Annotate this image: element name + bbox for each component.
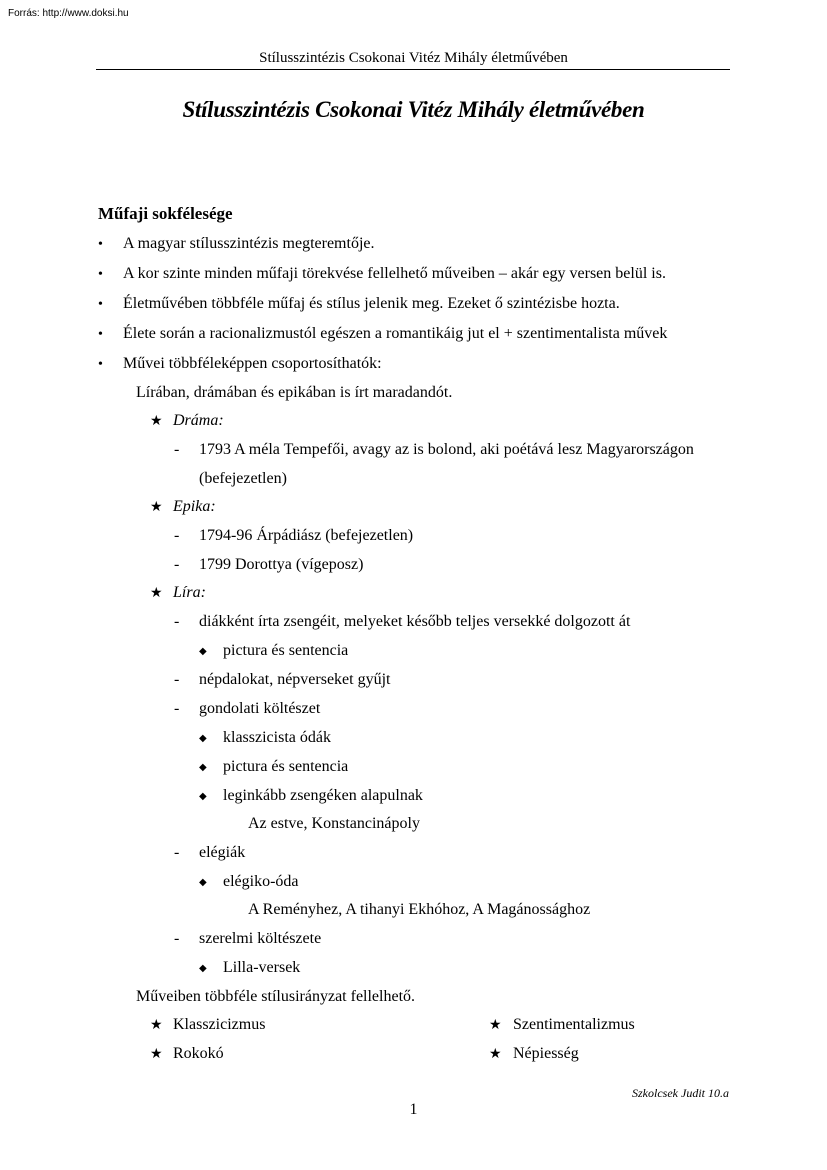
bullet-icon: • (98, 237, 103, 252)
dash-icon: - (174, 613, 180, 630)
source-label: Forrás: http://www.doksi.hu (8, 8, 129, 19)
section-heading: Műfaji sokfélesége (98, 204, 233, 223)
lira-label: Líra: (173, 584, 206, 601)
epika-item: 1799 Dorottya (vígeposz) (199, 556, 364, 573)
lira-subitem: pictura és sentencia (223, 642, 349, 659)
bullet-item: Életművében többféle műfaj és stílus jelenik meg. Ezeket ő szintézisbe hozta. (123, 295, 620, 312)
lira-examples: A Reményhez, A tihanyi Ekhóhoz, A Magánossághoz (248, 901, 591, 918)
bullet-item: A kor szinte minden műfaji törekvése fellelhető műveiben – akár egy versen belül is. (123, 265, 666, 282)
style-item: Rokokó (173, 1045, 224, 1062)
header-rule (96, 69, 730, 70)
lira-subitem: leginkább zsengéken alapulnak (223, 787, 423, 804)
bullet-item: A magyar stílusszintézis megteremtője. (123, 235, 375, 252)
drama-item: 1793 A méla Tempefői, avagy az is bolond, aki poétává lesz Magyarországon (199, 441, 694, 458)
document-title: Stílusszintézis Csokonai Vitéz Mihály életművében (182, 97, 645, 122)
epika-label: Epika: (173, 498, 216, 515)
dash-icon: - (174, 527, 180, 544)
bullet-item: Művei többféleképpen csoportosíthatók: (123, 355, 382, 372)
drama-label: Dráma: (173, 412, 224, 429)
lira-subitem: elégiko-óda (223, 873, 299, 890)
running-header: Stílusszintézis Csokonai Vitéz Mihály életművében (259, 50, 568, 66)
styles-intro: Műveiben többféle stílusirányzat fellelhető. (136, 988, 416, 1005)
footer-author: Szkolcsek Judit 10.a (632, 1086, 729, 1100)
dash-icon: - (174, 844, 180, 861)
lira-item: népdalokat, népverseket gyűjt (199, 671, 391, 688)
lira-subitem: Lilla-versek (223, 959, 301, 976)
dash-icon: - (174, 441, 180, 458)
style-item: Népiesség (513, 1045, 579, 1062)
diamond-icon: ◆ (199, 877, 207, 888)
star-icon: ★ (150, 500, 163, 515)
dash-icon: - (174, 556, 180, 573)
lira-item: szerelmi költészete (199, 930, 322, 947)
lira-item: elégiák (199, 844, 246, 861)
star-icon: ★ (150, 414, 163, 429)
drama-item-continuation: (befejezetlen) (199, 470, 287, 487)
diamond-icon: ◆ (199, 791, 207, 802)
dash-icon: - (174, 700, 180, 717)
dash-icon: - (174, 930, 180, 947)
star-icon: ★ (489, 1047, 502, 1062)
bullet-icon: • (98, 357, 103, 372)
style-item: Klasszicizmus (173, 1016, 266, 1033)
diamond-icon: ◆ (199, 963, 207, 974)
lira-item: diákként írta zsengéit, melyeket később teljes versekké dolgozott át (199, 613, 631, 630)
lira-subitem: klasszicista ódák (223, 729, 331, 746)
diamond-icon: ◆ (199, 646, 207, 657)
bullet-item: Élete során a racionalizmustól egészen a romantikáig jut el + szentimentalista művek (123, 325, 668, 342)
lira-item: gondolati költészet (199, 700, 321, 717)
dash-icon: - (174, 671, 180, 688)
star-icon: ★ (150, 1047, 163, 1062)
bullet-icon: • (98, 327, 103, 342)
genres-intro: Lírában, drámában és epikában is írt maradandót. (136, 384, 453, 401)
page-number: 1 (409, 1101, 418, 1118)
lira-examples: Az estve, Konstancinápoly (248, 815, 420, 832)
star-icon: ★ (150, 586, 163, 601)
epika-item: 1794-96 Árpádiász (befejezetlen) (199, 527, 414, 544)
star-icon: ★ (150, 1018, 163, 1033)
style-item: Szentimentalizmus (513, 1016, 635, 1033)
bullet-icon: • (98, 297, 103, 312)
diamond-icon: ◆ (199, 733, 207, 744)
diamond-icon: ◆ (199, 762, 207, 773)
bullet-icon: • (98, 267, 103, 282)
star-icon: ★ (489, 1018, 502, 1033)
lira-subitem: pictura és sentencia (223, 758, 349, 775)
